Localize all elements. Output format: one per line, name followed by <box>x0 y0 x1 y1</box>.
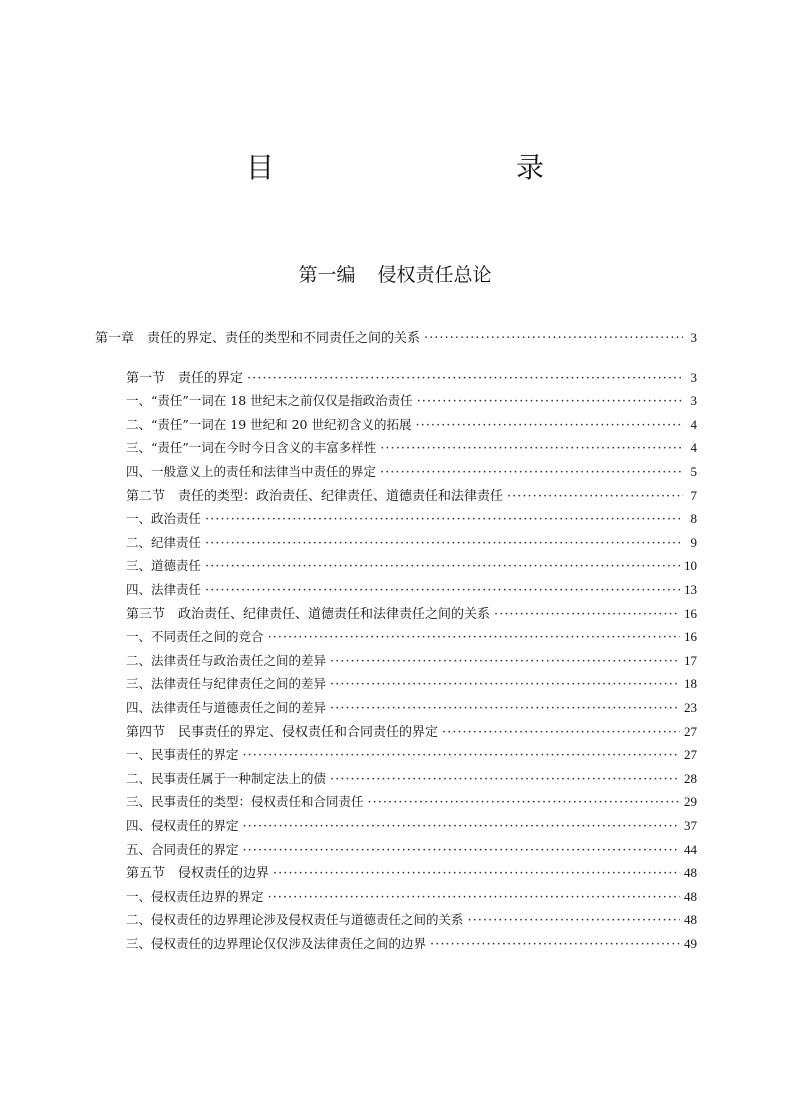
part-name: 侵权责任总论 <box>377 264 492 286</box>
part-heading <box>0 260 790 287</box>
toc-subsection-entry[interactable] <box>95 580 697 600</box>
toc-entry-label: 第一章 责任的界定、责任的类型和不同责任之间的关系 <box>95 331 421 346</box>
toc-entry-label: 一、侵权责任边界的界定 <box>126 888 264 904</box>
toc-entry-label: 二、法律责任与政治责任之间的差异 <box>126 652 327 668</box>
toc-leader-dots <box>205 557 680 577</box>
toc-page-number: 9 <box>690 534 697 550</box>
toc-entry-label: 第三节 政治责任、纪律责任、道德责任和法律责任之间的关系 <box>126 606 491 622</box>
toc-section-entry[interactable] <box>95 863 697 883</box>
toc-page-number: 3 <box>690 393 697 409</box>
toc-page-number: 8 <box>690 511 697 527</box>
toc-leader-dots <box>247 369 683 389</box>
toc-entry-label: 四、法律责任与道德责任之间的差异 <box>126 700 327 715</box>
toc-entry-label: 三、道德责任 <box>126 558 202 574</box>
toc-chapter-entry[interactable] <box>95 328 697 348</box>
toc-page-number: 5 <box>690 464 697 479</box>
toc-page-number: 3 <box>690 330 697 345</box>
toc-leader-dots <box>380 463 683 483</box>
toc-page-number: 48 <box>684 912 697 928</box>
toc-leader-dots <box>494 605 680 625</box>
toc-leader-dots <box>380 439 683 459</box>
toc-subsection-entry[interactable] <box>95 391 697 411</box>
toc-entry-label: 三、民事责任的类型：侵权责任和合同责任 <box>126 794 364 810</box>
toc-leader-dots <box>330 699 680 719</box>
toc-leader-dots <box>416 416 684 436</box>
toc-subsection-entry[interactable] <box>95 887 697 907</box>
toc-leader-dots <box>507 487 683 507</box>
toc-leader-dots <box>430 935 680 955</box>
toc-entry-label: 三、“责任”一词在今时今日含义的丰富多样性 <box>126 440 377 456</box>
toc-entry-label: 第一节 责任的界定 <box>126 370 244 386</box>
toc-subsection-entry[interactable] <box>95 627 697 647</box>
toc-subsection-entry[interactable] <box>95 840 697 860</box>
toc-entry-label: 四、一般意义上的责任和法律当中责任的界定 <box>126 464 377 479</box>
toc-entry-label: 三、法律责任与纪律责任之间的差异 <box>126 676 327 692</box>
toc-subsection-entry[interactable] <box>95 533 697 553</box>
toc-entry-label: 三、侵权责任的边界理论仅仅涉及法律责任之间的边界 <box>126 936 427 951</box>
toc-entry-label: 一、不同责任之间的竞合 <box>126 629 264 645</box>
toc-page-number: 4 <box>690 416 697 432</box>
toc-page-number: 28 <box>684 770 697 786</box>
toc-entry-label: 第五节 侵权责任的边界 <box>126 866 270 882</box>
toc-subsection-entry[interactable] <box>95 910 697 930</box>
toc-subsection-entry[interactable] <box>95 462 697 482</box>
toc-section-entry[interactable] <box>95 722 697 742</box>
toc-page-number: 48 <box>684 888 697 904</box>
toc-page-number: 13 <box>684 582 697 597</box>
toc-entry-label: 第四节 民事责任的界定、侵权责任和合同责任的界定 <box>126 724 439 740</box>
toc-page-number: 7 <box>690 487 697 503</box>
toc-section-entry[interactable] <box>95 486 697 506</box>
toc-entry-label: 第二节 责任的类型：政治责任、纪律责任、道德责任和法律责任 <box>126 488 504 504</box>
toc-entry-label: 一、政治责任 <box>126 511 202 527</box>
toc-subsection-entry[interactable] <box>95 438 697 458</box>
toc-page-number: 23 <box>684 700 697 715</box>
toc-entry-label: 一、民事责任的界定 <box>126 747 239 763</box>
toc-entry-label: 五、合同责任的界定 <box>126 841 239 857</box>
toc-entry-label: 四、法律责任 <box>126 582 202 597</box>
toc-page-number: 17 <box>684 652 697 668</box>
toc-entry-label: 一、“责任”一词在 18 世纪末之前仅仅是指政治责任 <box>126 393 413 409</box>
toc-subsection-entry[interactable] <box>95 698 697 718</box>
toc-page-number: 37 <box>684 818 697 833</box>
toc-leader-dots <box>368 793 680 813</box>
toc-subsection-entry[interactable] <box>95 816 697 836</box>
toc-page-number: 18 <box>684 676 697 692</box>
toc-leader-dots <box>268 888 680 908</box>
toc-page-number: 48 <box>684 865 697 881</box>
part-prefix: 第一编 <box>298 264 356 286</box>
toc-leader-dots <box>243 817 680 837</box>
toc-page-number: 49 <box>684 936 697 951</box>
toc-subsection-entry[interactable] <box>95 792 697 812</box>
toc-entry-label: 二、“责任”一词在 19 世纪和 20 世纪初含义的拓展 <box>126 416 412 432</box>
toc-leader-dots <box>330 770 680 790</box>
toc-subsection-entry[interactable] <box>95 745 697 765</box>
toc-leader-dots <box>330 675 680 695</box>
toc-entry-label: 二、侵权责任的边界理论涉及侵权责任与道德责任之间的关系 <box>126 912 464 928</box>
toc-leader-dots <box>243 746 680 766</box>
toc-subsection-entry[interactable] <box>95 674 697 694</box>
toc-subsection-entry[interactable] <box>95 651 697 671</box>
toc-leader-dots <box>273 864 680 884</box>
toc-page-number: 29 <box>684 794 697 810</box>
toc-page-number: 27 <box>684 747 697 763</box>
toc-leader-dots <box>424 329 683 349</box>
toc-leader-dots <box>442 723 680 743</box>
toc-page-number: 16 <box>684 605 697 621</box>
toc-leader-dots <box>417 392 683 412</box>
toc-leader-dots <box>205 534 683 554</box>
toc-page-number: 44 <box>684 841 697 857</box>
toc-subsection-entry[interactable] <box>95 769 697 789</box>
toc-leader-dots <box>243 841 680 861</box>
toc-entry-label: 二、民事责任属于一种制定法上的债 <box>126 770 327 786</box>
toc-leader-dots <box>268 628 680 648</box>
toc-subsection-entry[interactable] <box>95 556 697 576</box>
toc-page-number: 4 <box>690 440 697 456</box>
toc-entry-label: 四、侵权责任的界定 <box>126 818 239 833</box>
page-title: 目 录 <box>245 151 606 184</box>
toc-leader-dots <box>330 652 680 672</box>
toc-entry-label: 二、纪律责任 <box>126 534 202 550</box>
toc-section-entry[interactable] <box>95 604 697 624</box>
toc-subsection-entry[interactable] <box>95 415 697 435</box>
toc-page-number: 10 <box>684 558 697 574</box>
toc-page-number: 16 <box>684 629 697 645</box>
toc-leader-dots <box>468 911 680 931</box>
toc-leader-dots <box>205 510 683 530</box>
toc-subsection-entry[interactable] <box>95 509 697 529</box>
toc-leader-dots <box>205 581 680 601</box>
toc-subsection-entry[interactable] <box>95 934 697 954</box>
toc-page-number: 3 <box>690 369 697 385</box>
toc-page-number: 27 <box>684 723 697 739</box>
toc-section-entry[interactable] <box>95 368 697 388</box>
